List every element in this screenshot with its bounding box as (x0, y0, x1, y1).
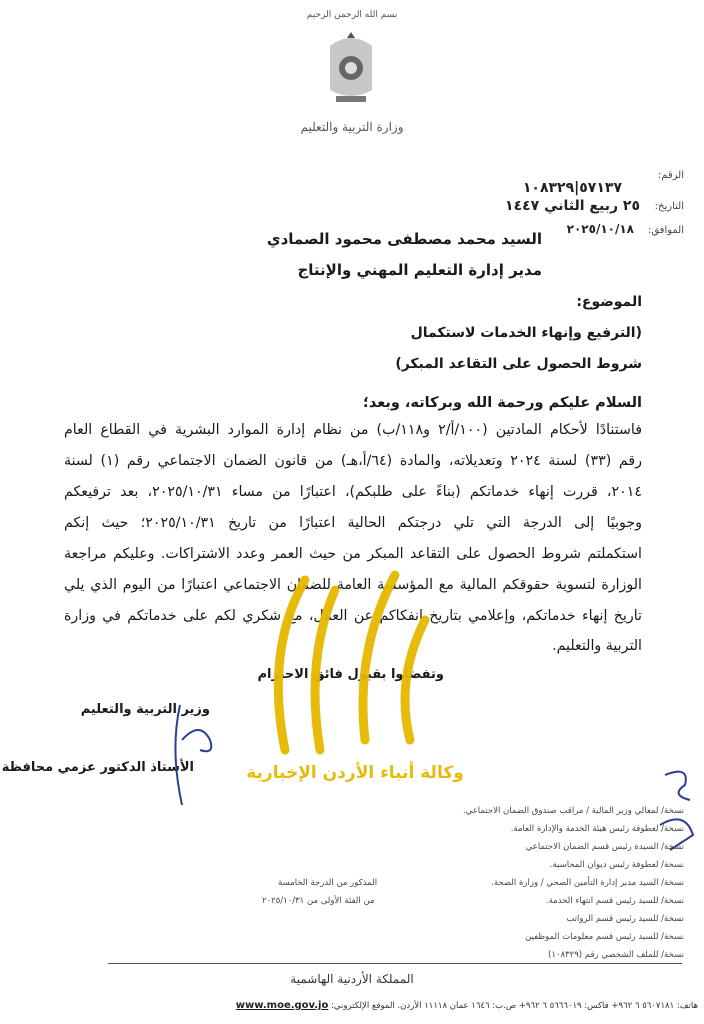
body-line: فاستنادًا لأحكام المادتين (١٠٠/أ/٢ و١١٨/ب) من نظام إدارة الموارد البشرية في القطاع العام (64, 422, 642, 438)
side-note-line-1: المذكور من الدرجة الخامسة (278, 878, 378, 888)
body-line: تاريخ إنهاء خدماتكم، وإعلامي بتاريخ انفكاكم عن العمل، مع شكري لكم على خدماتكم في وزارة (64, 608, 642, 624)
footer-contact-text: هاتف: ٥٦٠٧١٨١ ٦ ٩٦٢+ فاكس: ٥٦٦٦٠١٩ ٦ ٩٦٢+ ص.ب: ١٦٤٦ عمان ١١١١٨ الأردن. الموقع الإلكتروني: (331, 1001, 698, 1011)
body-last-line: التربية والتعليم. (552, 638, 642, 654)
recipient-title: مدير إدارة التعليم المهني والإنتاج (297, 261, 542, 279)
gregorian-date-value: ٢٠٢٥/١٠/١٨ (566, 222, 634, 236)
hijri-date-value: ٢٥ ربيع الثاني ١٤٤٧ (505, 198, 640, 214)
news-agency-watermark-logo (225, 560, 485, 790)
copy-recipient: نسخة/ للسيد رئيس قسم انتهاء الخدمة. (545, 896, 684, 906)
copy-recipient: نسخة/ لمعالي وزير المالية / مراقب صندوق الضمان الاجتماعي. (462, 806, 684, 816)
website-link[interactable]: www.moe.gov.jo (235, 1000, 329, 1011)
copy-recipient: نسخة/ للسيد رئيس قسم الرواتب (566, 914, 684, 924)
copy-recipient: نسخة/ للملف الشخصي رقم (١٠٨٣٢٩) (548, 950, 684, 960)
subject-line-1: (الترفيع وإنهاء الخدمات لاستكمال (410, 325, 642, 341)
corresponding-label: الموافق: (647, 225, 684, 236)
side-note-line-2: من الفئة الأولى من ٢٠٢٥/١٠/٣١ (262, 896, 375, 906)
body-line: استكملتم شروط الحصول على التقاعد المبكر من حيث العمر وعدد الاشتراكات. وعليكم مراجعة (64, 546, 642, 562)
body-line: وجوبيًا إلى الدرجة التي تلي درجتكم الحالية اعتبارًا من تاريخ ٢٠٢٥/١٠/٣١؛ حيث إنكم (64, 515, 642, 531)
copy-recipient: نسخة/ السيدة رئيس قسم الضمان الاجتماعي (525, 842, 684, 852)
signatory-title: وزير التربية والتعليم (80, 702, 210, 717)
signature (160, 700, 230, 810)
body-line: الوزارة لتسوية حقوقكم المالية مع المؤسسة العامة للضمان الاجتماعي اعتبارًا من اليوم الذي يلي (64, 577, 642, 593)
copy-recipient: نسخة/ السيد مدير إدارة التأمين الصحي / وزارة الصحة. (491, 878, 684, 888)
copy-recipient: نسخة/ للسيد رئيس قسم معلومات الموظفين (525, 932, 684, 942)
footer-divider (108, 963, 682, 964)
footer-contact (118, 1000, 698, 1011)
footer-country: المملكة الأردنية الهاشمية (290, 972, 414, 986)
coat-of-arms-logo (322, 28, 380, 108)
body-line: رقم (٣٣) لسنة ٢٠٢٤ وتعديلاته، والمادة (٦٤/أ،هـ) من قانون الضمان الاجتماعي رقم (١) لسنة (64, 453, 642, 469)
copy-recipient: نسخة/ لعطوفة رئيس ديوان المحاسبة. (549, 860, 684, 870)
svg-text:وكالة أنباء الأردن الإخبارية: وكالة أنباء الأردن الإخبارية (246, 763, 464, 783)
basmala: بسم الله الرحمن الرحيم (306, 10, 398, 20)
body-line: ٢٠١٤، قررت إنهاء خدماتكم (بناءً على طلبكم)، اعتبارًا من مساء ٢٠٢٥/١٠/٣١، بعد ترفيعكم (64, 484, 642, 500)
reference-number (658, 170, 684, 181)
greeting: السلام عليكم ورحمة الله وبركاته، وبعد؛ (363, 395, 642, 411)
reference-number-label: الرقم: (657, 170, 684, 181)
subject-label: الموضوع: (576, 294, 642, 310)
reference-number-value: ٥٧١٣٧|١٠٨٣٢٩ (522, 180, 622, 196)
recipient-name: السيد محمد مصطفى محمود الصمادي (266, 230, 542, 248)
ministry-name: وزارة التربية والتعليم (300, 120, 404, 134)
signatory-name: الأستاذ الدكتور عزمي محافظة (1, 760, 194, 775)
copy-recipient: نسخة/ لعطوفة رئيس هيئة الخدمة والإدارة العامة. (510, 824, 684, 834)
date-label: التاريخ: (654, 201, 684, 212)
subject-line-2: شروط الحصول على التقاعد المبكر) (395, 356, 642, 372)
closing-regards: وتفضلوا بقبول فائق الاحترام (257, 667, 444, 682)
